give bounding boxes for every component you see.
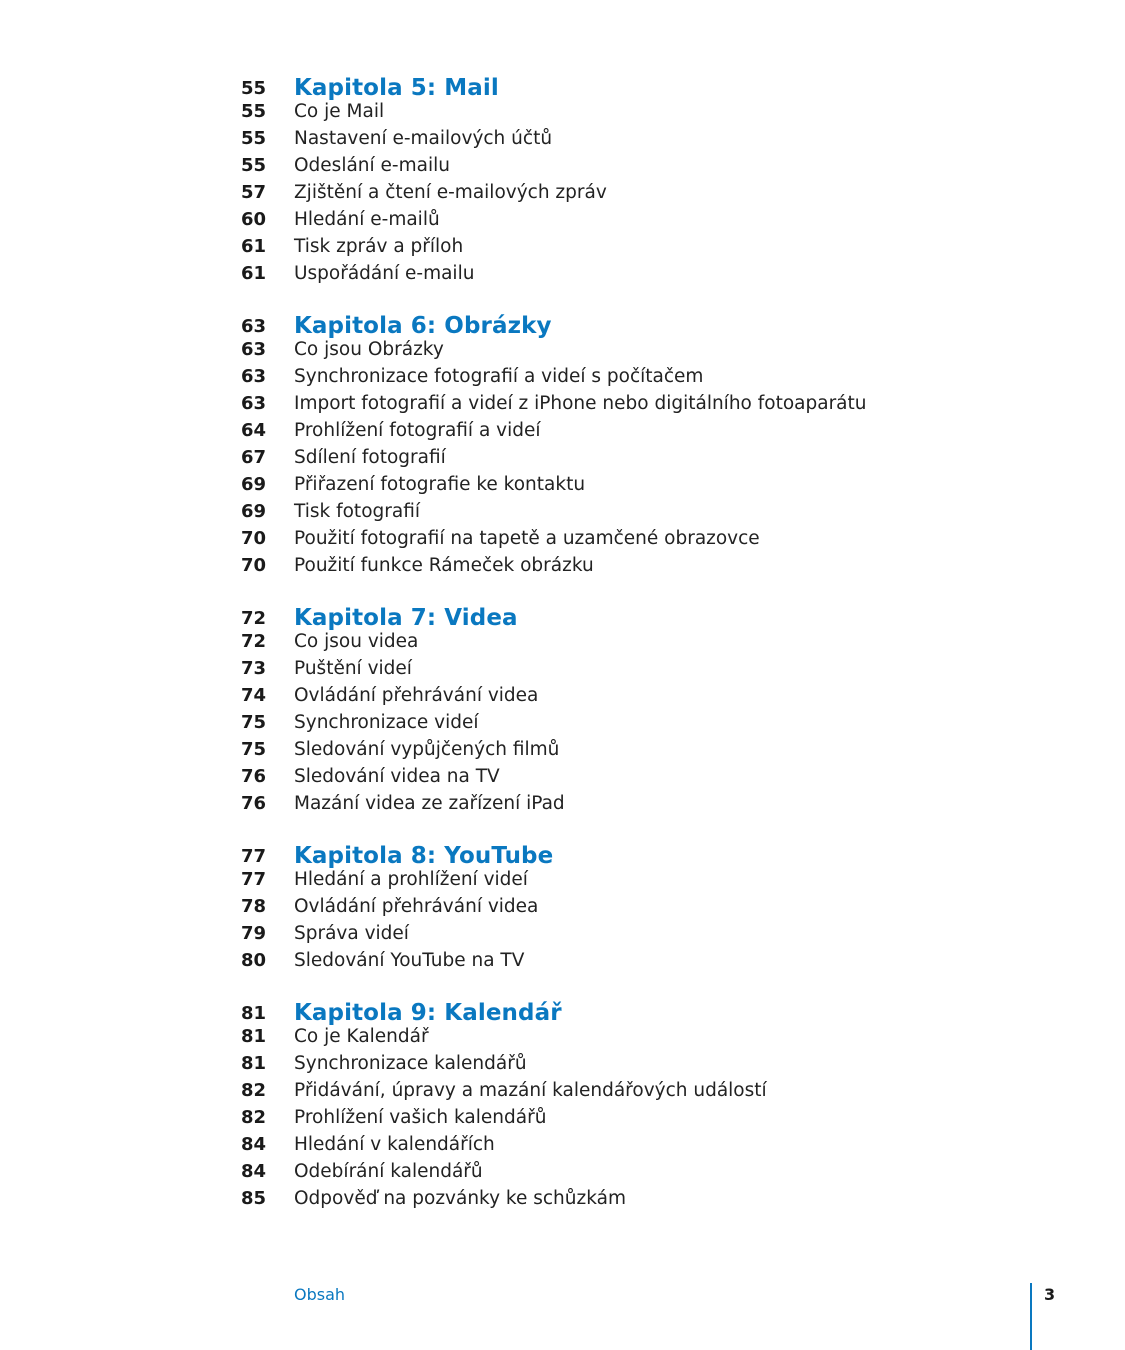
- entry-page-number: 63: [240, 366, 266, 387]
- toc-entry-row[interactable]: [0, 182, 1125, 209]
- toc-entry-row[interactable]: [0, 1080, 1125, 1107]
- toc-entry-row[interactable]: [0, 1188, 1125, 1215]
- entry-page-number: 82: [240, 1107, 266, 1128]
- chapter-block: [0, 70, 1125, 290]
- entry-page-number: 81: [240, 1053, 266, 1074]
- entry-page-number: 80: [240, 950, 266, 971]
- toc-entry-row[interactable]: [0, 263, 1125, 290]
- entry-title[interactable]: Co jsou videa: [294, 631, 419, 652]
- entry-title[interactable]: Použití funkce Rámeček obrázku: [294, 555, 594, 576]
- entry-page-number: 63: [240, 339, 266, 360]
- entry-page-number: 60: [240, 209, 266, 230]
- toc-entry-row[interactable]: [0, 950, 1125, 977]
- footer-page-number: 3: [1044, 1285, 1056, 1304]
- entry-title[interactable]: Sledování YouTube na TV: [294, 950, 525, 971]
- chapter-heading-row[interactable]: [0, 838, 1125, 869]
- entry-title[interactable]: Sledování vypůjčených filmů: [294, 739, 560, 760]
- chapter-page-number: 77: [240, 846, 266, 867]
- toc-entry-row[interactable]: [0, 366, 1125, 393]
- footer-divider: [1030, 1283, 1032, 1350]
- footer-section-label: Obsah: [294, 1285, 346, 1304]
- toc-entry-row[interactable]: [0, 420, 1125, 447]
- table-of-contents: [0, 70, 1125, 1233]
- chapter-block: [0, 995, 1125, 1215]
- entry-title[interactable]: Odebírání kalendářů: [294, 1161, 483, 1182]
- entry-title[interactable]: Hledání e-mailů: [294, 209, 440, 230]
- entry-page-number: 76: [240, 766, 266, 787]
- chapter-heading-row[interactable]: [0, 600, 1125, 631]
- entry-page-number: 81: [240, 1026, 266, 1047]
- entry-title[interactable]: Hledání a prohlížení videí: [294, 869, 528, 890]
- entry-page-number: 63: [240, 393, 266, 414]
- entry-title[interactable]: Synchronizace fotografií a videí s počítačem: [294, 366, 704, 387]
- entry-title[interactable]: Uspořádání e-mailu: [294, 263, 475, 284]
- entry-page-number: 55: [240, 155, 266, 176]
- chapter-title[interactable]: Kapitola 6: Obrázky: [294, 313, 552, 339]
- entry-page-number: 77: [240, 869, 266, 890]
- entry-page-number: 84: [240, 1161, 266, 1182]
- toc-entry-row[interactable]: [0, 869, 1125, 896]
- toc-entry-row[interactable]: [0, 474, 1125, 501]
- entry-title[interactable]: Použití fotografií na tapetě a uzamčené obrazovce: [294, 528, 760, 549]
- entry-title[interactable]: Prohlížení vašich kalendářů: [294, 1107, 547, 1128]
- entry-page-number: 72: [240, 631, 266, 652]
- toc-entry-row[interactable]: [0, 236, 1125, 263]
- chapter-block: [0, 600, 1125, 820]
- entry-title[interactable]: Co jsou Obrázky: [294, 339, 444, 360]
- toc-entry-row[interactable]: [0, 766, 1125, 793]
- entry-page-number: 75: [240, 712, 266, 733]
- chapter-heading-row[interactable]: [0, 308, 1125, 339]
- entry-title[interactable]: Prohlížení fotografií a videí: [294, 420, 541, 441]
- entry-title[interactable]: Co je Mail: [294, 101, 385, 122]
- entry-page-number: 67: [240, 447, 266, 468]
- chapter-title[interactable]: Kapitola 5: Mail: [294, 75, 499, 101]
- chapter-block: [0, 838, 1125, 977]
- entry-page-number: 76: [240, 793, 266, 814]
- toc-entry-row[interactable]: [0, 128, 1125, 155]
- toc-entry-row[interactable]: [0, 555, 1125, 582]
- toc-entry-row[interactable]: [0, 339, 1125, 366]
- entry-title[interactable]: Sledování videa na TV: [294, 766, 500, 787]
- toc-entry-row[interactable]: [0, 1107, 1125, 1134]
- toc-entry-row[interactable]: [0, 896, 1125, 923]
- chapter-title[interactable]: Kapitola 8: YouTube: [294, 843, 554, 869]
- entry-title[interactable]: Mazání videa ze zařízení iPad: [294, 793, 565, 814]
- entry-page-number: 73: [240, 658, 266, 679]
- toc-entry-row[interactable]: [0, 923, 1125, 950]
- entry-title[interactable]: Správa videí: [294, 923, 409, 944]
- entry-page-number: 57: [240, 182, 266, 203]
- toc-entry-row[interactable]: [0, 1161, 1125, 1188]
- toc-entry-row[interactable]: [0, 1053, 1125, 1080]
- entry-page-number: 84: [240, 1134, 266, 1155]
- entry-title[interactable]: Synchronizace videí: [294, 712, 479, 733]
- entry-title[interactable]: Sdílení fotografií: [294, 447, 446, 468]
- entry-page-number: 70: [240, 555, 266, 576]
- entry-title[interactable]: Puštění videí: [294, 658, 412, 679]
- chapter-title[interactable]: Kapitola 7: Videa: [294, 605, 518, 631]
- entry-page-number: 61: [240, 263, 266, 284]
- chapter-page-number: 81: [240, 1003, 266, 1024]
- toc-entry-row[interactable]: [0, 447, 1125, 474]
- entry-page-number: 69: [240, 474, 266, 495]
- entry-page-number: 55: [240, 101, 266, 122]
- chapter-page-number: 63: [240, 316, 266, 337]
- chapter-page-number: 72: [240, 608, 266, 629]
- entry-title[interactable]: Přidávání, úpravy a mazání kalendářových událostí: [294, 1080, 767, 1101]
- entry-page-number: 75: [240, 739, 266, 760]
- toc-entry-row[interactable]: [0, 209, 1125, 236]
- toc-entry-row[interactable]: [0, 101, 1125, 128]
- entry-title[interactable]: Odpověď na pozvánky ke schůzkám: [294, 1188, 626, 1209]
- toc-entry-row[interactable]: [0, 631, 1125, 658]
- entry-page-number: 82: [240, 1080, 266, 1101]
- entry-page-number: 64: [240, 420, 266, 441]
- chapter-heading-row[interactable]: [0, 70, 1125, 101]
- entry-title[interactable]: Tisk fotografií: [294, 501, 420, 522]
- entry-page-number: 74: [240, 685, 266, 706]
- toc-entry-row[interactable]: [0, 501, 1125, 528]
- entry-title[interactable]: Odeslání e-mailu: [294, 155, 450, 176]
- entry-page-number: 85: [240, 1188, 266, 1209]
- toc-entry-row[interactable]: [0, 528, 1125, 555]
- entry-title[interactable]: Ovládání přehrávání videa: [294, 896, 539, 917]
- chapter-block: [0, 308, 1125, 582]
- toc-entry-row[interactable]: [0, 155, 1125, 182]
- toc-entry-row[interactable]: [0, 712, 1125, 739]
- toc-entry-row[interactable]: [0, 793, 1125, 820]
- toc-entry-row[interactable]: [0, 685, 1125, 712]
- entry-title[interactable]: Synchronizace kalendářů: [294, 1053, 527, 1074]
- entry-page-number: 78: [240, 896, 266, 917]
- entry-page-number: 55: [240, 128, 266, 149]
- toc-entry-row[interactable]: [0, 1134, 1125, 1161]
- entry-title[interactable]: Import fotografií a videí z iPhone nebo digitálního fotoaparátu: [294, 393, 867, 414]
- chapter-heading-row[interactable]: [0, 995, 1125, 1026]
- entry-title[interactable]: Tisk zpráv a příloh: [294, 236, 464, 257]
- toc-entry-row[interactable]: [0, 1026, 1125, 1053]
- entry-title[interactable]: Přiřazení fotografie ke kontaktu: [294, 474, 586, 495]
- toc-entry-row[interactable]: [0, 393, 1125, 420]
- toc-entry-row[interactable]: [0, 658, 1125, 685]
- entry-page-number: 61: [240, 236, 266, 257]
- entry-page-number: 70: [240, 528, 266, 549]
- entry-page-number: 79: [240, 923, 266, 944]
- toc-entry-row[interactable]: [0, 739, 1125, 766]
- entry-title[interactable]: Co je Kalendář: [294, 1026, 429, 1047]
- chapter-page-number: 55: [240, 78, 266, 99]
- entry-title[interactable]: Nastavení e-mailových účtů: [294, 128, 553, 149]
- entry-title[interactable]: Hledání v kalendářích: [294, 1134, 495, 1155]
- entry-title[interactable]: Zjištění a čtení e-mailových zpráv: [294, 182, 607, 203]
- entry-title[interactable]: Ovládání přehrávání videa: [294, 685, 539, 706]
- chapter-title[interactable]: Kapitola 9: Kalendář: [294, 1000, 562, 1026]
- entry-page-number: 69: [240, 501, 266, 522]
